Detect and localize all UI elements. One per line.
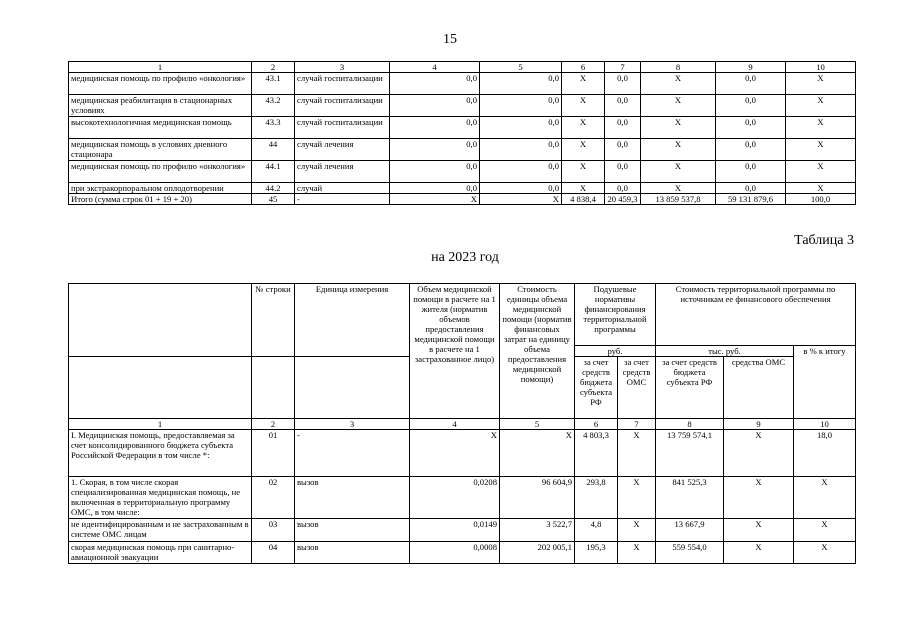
column-number: 4 [390, 62, 480, 73]
table-cell: X [794, 477, 856, 519]
table-cell: 13 759 574,1 [656, 430, 724, 477]
table-cell: 44.2 [252, 183, 295, 194]
table-cell: X [641, 183, 716, 194]
table-cell: X [562, 139, 605, 161]
table-row [69, 542, 856, 564]
column-number-row [69, 419, 856, 430]
table-cell: - [295, 194, 390, 205]
table-cell: 0,0 [390, 139, 480, 161]
table-cell: 13 667,9 [656, 519, 724, 542]
table-cell: X [641, 95, 716, 117]
table-cell: X [724, 519, 794, 542]
table-cell: случай лечения [295, 161, 390, 183]
table-cell: 04 [252, 542, 295, 564]
table-row [69, 519, 856, 542]
header-blank-3 [252, 357, 295, 419]
table-cell: 0,0 [605, 95, 641, 117]
header-thous-rub: тыс. руб. [656, 346, 794, 357]
column-number: 8 [656, 419, 724, 430]
header-program-cost: Стоимость территориальной программы по источникам ее финансового обеспечения [656, 284, 856, 346]
table-cell: X [786, 117, 856, 139]
row-label: высокотехнологичная медицинская помощь [69, 117, 252, 139]
table-cell: 0,0 [716, 161, 786, 183]
row-label: Итого (сумма строк 01 + 19 + 20) [69, 194, 252, 205]
table-cell: X [562, 95, 605, 117]
header-rub: руб. [575, 346, 656, 357]
table-cell: X [562, 161, 605, 183]
table-cell: X [618, 430, 656, 477]
row-label: не идентифицированным и не застрахованным в системе ОМС лицам [69, 519, 252, 542]
header-oms-rub: за счет средств ОМС [618, 357, 656, 419]
column-number: 9 [724, 419, 794, 430]
table-cell: 0,0 [716, 73, 786, 95]
header-oms-thous: средства ОМС [724, 357, 794, 419]
header-blank-4 [295, 357, 410, 419]
column-number: 10 [794, 419, 856, 430]
column-number: 10 [786, 62, 856, 73]
table-cell: 4,8 [575, 519, 618, 542]
table-cell: X [641, 161, 716, 183]
table-cell: 0,0 [390, 183, 480, 194]
table-cell: 0,0 [605, 117, 641, 139]
table-cell: случай госпитализации [295, 73, 390, 95]
table-row [69, 73, 856, 95]
table-cell: 293,8 [575, 477, 618, 519]
table-cell: X [641, 117, 716, 139]
table-cell: X [794, 519, 856, 542]
table-cell: 43.2 [252, 95, 295, 117]
table-cell: 0,0 [480, 117, 562, 139]
table-row [69, 161, 856, 183]
table-cell: 0,0 [716, 139, 786, 161]
table-cell: X [410, 430, 500, 477]
table-cell: 0,0 [390, 117, 480, 139]
table-cell: 195,3 [575, 542, 618, 564]
table-row [69, 430, 856, 477]
table-cell: 0,0 [716, 95, 786, 117]
row-label: 1. Скорая, в том числе скорая специализированная медицинская помощь, не включенная в территориальную программу ОМС, в том числе: [69, 477, 252, 519]
column-number: 7 [605, 62, 641, 73]
header-per-capita: Подушевые нормативы финансирования территориальной программы [575, 284, 656, 346]
table-continued [68, 61, 856, 205]
table-cell: X [786, 161, 856, 183]
table-row [69, 117, 856, 139]
table-cell: 13 859 537,8 [641, 194, 716, 205]
table-cell: X [786, 73, 856, 95]
table-cell: 4 803,3 [575, 430, 618, 477]
table-cell: 96 604,9 [500, 477, 575, 519]
table-cell: 44 [252, 139, 295, 161]
table-cell: 4 838,4 [562, 194, 605, 205]
table-cell: 202 005,1 [500, 542, 575, 564]
table-cell: 02 [252, 477, 295, 519]
table-cell: 0,0 [605, 161, 641, 183]
table-cell: 0,0208 [410, 477, 500, 519]
header-blank-2 [69, 357, 252, 419]
column-number: 2 [252, 419, 295, 430]
table-cell: X [724, 542, 794, 564]
column-number-row [69, 62, 856, 73]
table-cell: - [295, 430, 410, 477]
column-number: 6 [562, 62, 605, 73]
header-row-number: № строки [252, 284, 295, 357]
column-number: 9 [716, 62, 786, 73]
table-cell: 0,0 [390, 161, 480, 183]
table-cell: случай лечения [295, 139, 390, 161]
table-row [69, 194, 856, 205]
column-number: 1 [69, 62, 252, 73]
table-cell: 03 [252, 519, 295, 542]
column-number: 8 [641, 62, 716, 73]
table-cell: 0,0008 [410, 542, 500, 564]
table-cell: вызов [295, 542, 410, 564]
table-cell: 20 459,3 [605, 194, 641, 205]
table-cell: X [390, 194, 480, 205]
table-cell: 43.3 [252, 117, 295, 139]
table-cell: 01 [252, 430, 295, 477]
table-row [69, 95, 856, 117]
header-unit: Единица измерения [295, 284, 410, 357]
column-number: 5 [500, 419, 575, 430]
header-volume: Объем медицинской помощи в расчете на 1 жителя (норматив объемов предоставления медицинской помощи в расчете на 1 застрахованное лицо) [410, 284, 500, 419]
column-number: 6 [575, 419, 618, 430]
table-3 [68, 283, 856, 564]
table-cell: случай госпитализации [295, 95, 390, 117]
row-label: скорая медицинская помощь при санитарно-авиационной эвакуации [69, 542, 252, 564]
table-cell: X [618, 519, 656, 542]
column-number: 2 [252, 62, 295, 73]
table-cell: X [724, 430, 794, 477]
header-cost: Стоимость единицы объема медицинской помощи (норматив финансовых затрат на единицу объема предоставления медицинской помощи) [500, 284, 575, 419]
table-cell: 0,0 [390, 95, 480, 117]
table-cell: 0,0 [605, 73, 641, 95]
table-cell: X [641, 139, 716, 161]
table-cell: 43.1 [252, 73, 295, 95]
table-cell: X [562, 73, 605, 95]
table-cell: 0,0 [605, 183, 641, 194]
table-cell: X [618, 477, 656, 519]
table-row [69, 183, 856, 194]
table-cell: 0,0 [716, 117, 786, 139]
table-cell: 0,0 [480, 183, 562, 194]
column-number: 1 [69, 419, 252, 430]
column-number: 3 [295, 62, 390, 73]
table-cell: вызов [295, 477, 410, 519]
table-cell: X [786, 183, 856, 194]
table-cell: X [786, 139, 856, 161]
table-cell: случай госпитализации [295, 117, 390, 139]
table-cell: X [562, 183, 605, 194]
header-percent: в % к итогу [794, 346, 856, 419]
table-cell: 0,0 [390, 73, 480, 95]
row-label: при экстракорпоральном оплодотворении [69, 183, 252, 194]
table-label: Таблица 3 [794, 233, 854, 248]
table-cell: 0,0 [480, 95, 562, 117]
table-cell: X [641, 73, 716, 95]
table-cell: 559 554,0 [656, 542, 724, 564]
table-cell: 44.1 [252, 161, 295, 183]
table-cell: случай [295, 183, 390, 194]
table-cell: X [794, 542, 856, 564]
row-label: медицинская помощь в условиях дневного стационара [69, 139, 252, 161]
table-cell: 3 522,7 [500, 519, 575, 542]
header-blank [69, 284, 252, 357]
table-cell: 0,0 [480, 161, 562, 183]
table-cell: X [724, 477, 794, 519]
page-number: 15 [443, 32, 457, 47]
row-label: I. Медицинская помощь, предоставляемая за счет консолидированного бюджета субъекта Российской Федерации в том числе *: [69, 430, 252, 477]
table-cell: 0,0 [480, 73, 562, 95]
table-cell: 0,0 [480, 139, 562, 161]
row-label: медицинская помощь по профилю «онкология» [69, 161, 252, 183]
table-cell: X [500, 430, 575, 477]
table-row [69, 477, 856, 519]
table-cell: 45 [252, 194, 295, 205]
table-cell: X [786, 95, 856, 117]
header-budget-thous: за счет средств бюджета субъекта РФ [656, 357, 724, 419]
column-number: 3 [295, 419, 410, 430]
table-cell: X [618, 542, 656, 564]
table-cell: 841 525,3 [656, 477, 724, 519]
table-cell: X [562, 117, 605, 139]
row-label: медицинская реабилитация в стационарных условиях [69, 95, 252, 117]
column-number: 5 [480, 62, 562, 73]
header-budget-rub: за счет средств бюджета субъекта РФ [575, 357, 618, 419]
table-cell: 59 131 879,6 [716, 194, 786, 205]
table-cell: 100,0 [786, 194, 856, 205]
table-cell: 0,0149 [410, 519, 500, 542]
table-cell: 0,0 [605, 139, 641, 161]
row-label: медицинская помощь по профилю «онкология» [69, 73, 252, 95]
table-cell: вызов [295, 519, 410, 542]
year-title: на 2023 год [431, 250, 499, 265]
column-number: 7 [618, 419, 656, 430]
table-row [69, 139, 856, 161]
table-cell: 18,0 [794, 430, 856, 477]
table-cell: 0,0 [716, 183, 786, 194]
column-number: 4 [410, 419, 500, 430]
table-cell: X [480, 194, 562, 205]
